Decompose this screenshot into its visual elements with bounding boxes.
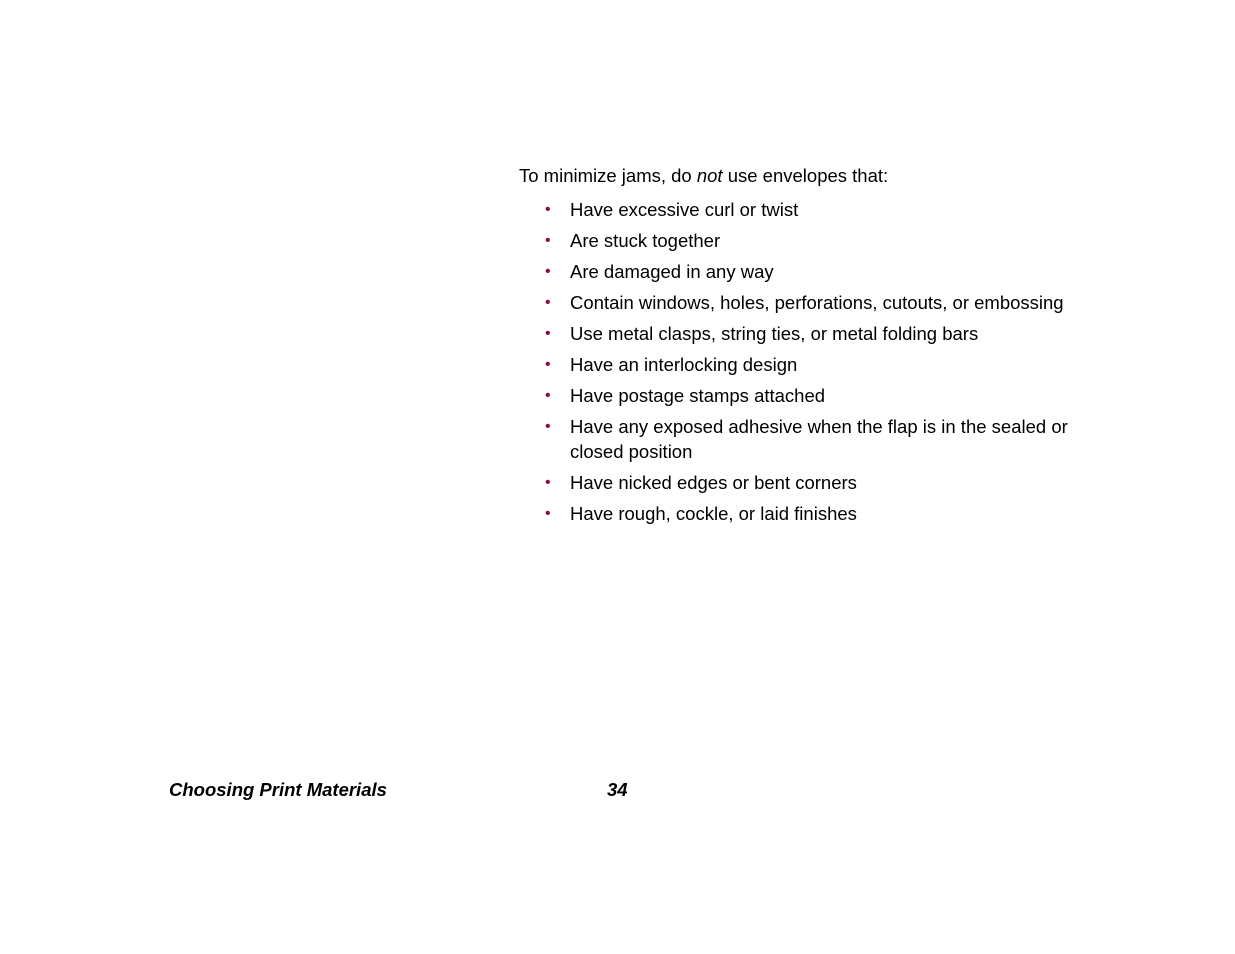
- intro-after: use envelopes that:: [722, 165, 889, 186]
- page-number: 34: [607, 779, 628, 800]
- list-item: [519, 383, 1089, 408]
- list-item: [519, 352, 1089, 377]
- list-item-text: Have rough, cockle, or laid finishes: [570, 503, 857, 524]
- bullet-icon: •: [545, 474, 551, 491]
- list-item-text: Have any exposed adhesive when the flap is in the sealed or closed position: [570, 416, 1068, 462]
- list-item: [519, 414, 1089, 464]
- list-item: [519, 290, 1089, 315]
- bullet-icon: •: [545, 418, 551, 435]
- bullet-icon: •: [545, 263, 551, 280]
- footer-title: Choosing Print Materials: [169, 779, 387, 800]
- list-item-text: Are damaged in any way: [570, 261, 774, 282]
- list-item-text: Have nicked edges or bent corners: [570, 472, 857, 493]
- list-item-text: Contain windows, holes, perforations, cutouts, or embossing: [570, 292, 1064, 313]
- envelope-avoid-list: [519, 197, 1089, 526]
- bullet-icon: •: [545, 387, 551, 404]
- list-item: [519, 470, 1089, 495]
- page-content: [519, 163, 1089, 532]
- bullet-icon: •: [545, 325, 551, 342]
- list-item-text: Use metal clasps, string ties, or metal folding bars: [570, 323, 979, 344]
- list-item: [519, 321, 1089, 346]
- bullet-icon: •: [545, 201, 551, 218]
- list-item-text: Have excessive curl or twist: [570, 199, 799, 220]
- list-item: [519, 228, 1089, 253]
- list-item: [519, 197, 1089, 222]
- list-item-text: Have postage stamps attached: [570, 385, 826, 406]
- list-item-text: Have an interlocking design: [570, 354, 798, 375]
- intro-before: To minimize jams, do: [519, 165, 697, 186]
- list-item: [519, 501, 1089, 526]
- bullet-icon: •: [545, 505, 551, 522]
- list-item: [519, 259, 1089, 284]
- intro-emphasis: not: [696, 165, 723, 186]
- list-item-text: Are stuck together: [570, 230, 721, 251]
- bullet-icon: •: [545, 356, 551, 373]
- bullet-icon: •: [545, 232, 551, 249]
- bullet-icon: •: [545, 294, 551, 311]
- intro-text: [519, 163, 1089, 188]
